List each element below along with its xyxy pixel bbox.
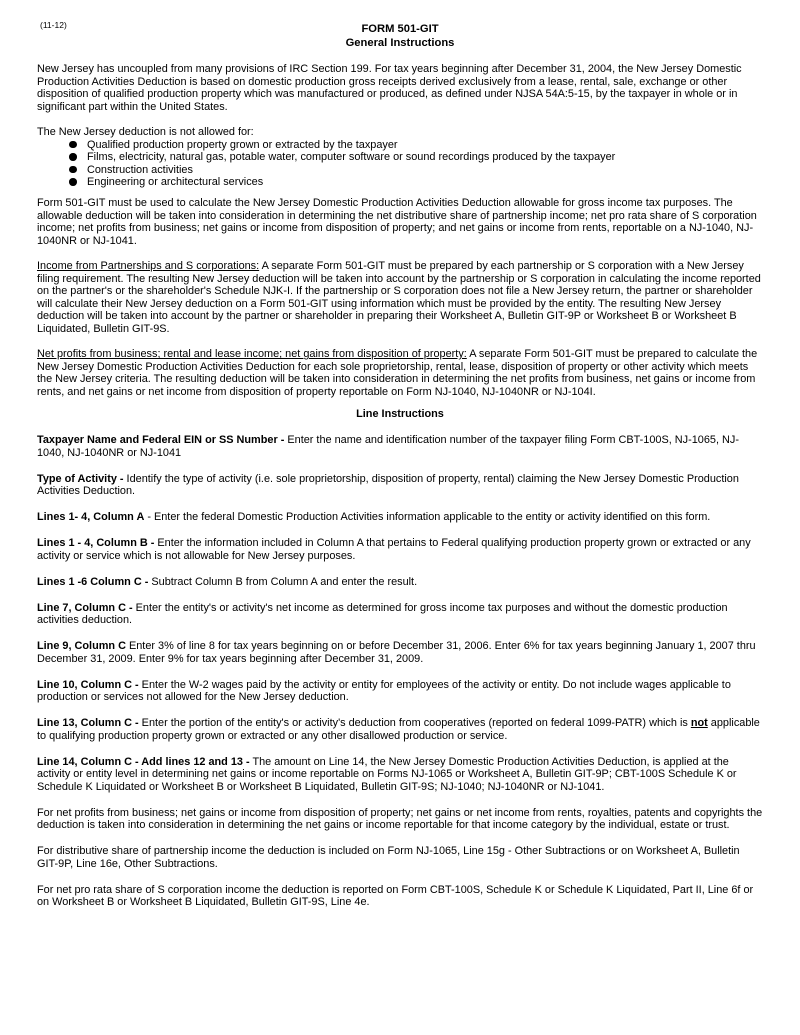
closing-paragraph: For net profits from business; net gains or income from disposition of property; net gains or net income from rents, royalties, patents and copyrights the deduction is taken into consideration in determining the net gains or income reportable for that income category by the individual, estate or trust. bbox=[37, 806, 763, 832]
line-instruction: Lines 1- 4, Column A - Enter the federal Domestic Production Activities information applicable to the entity or activity identified on this form. bbox=[37, 511, 711, 524]
list-item: Qualified production property grown or extracted by the taxpayer bbox=[69, 139, 763, 152]
line-13-instruction: Line 13, Column C - Enter the portion of the entity's or activity's deduction from cooperatives (reported on federal 1099-PATR) which is not applicable to qualifying production property grown or extracted or any other disallowed production or service. bbox=[37, 717, 760, 742]
closing-paragraph: For distributive share of partnership income the deduction is included on Form NJ-1065, Line 15g - Other Subtractions or on Worksheet A, Bulletin GIT-9P, Line 16e, Other Subtractions. bbox=[37, 845, 740, 870]
form-title: FORM 501-GIT bbox=[361, 23, 439, 35]
list-item: Engineering or architectural services bbox=[69, 176, 763, 189]
not-allowed-list bbox=[37, 139, 763, 189]
instructions-page bbox=[37, 20, 763, 909]
line-instruction: Line 7, Column C - Enter the entity's or activity's net income as determined for gross income tax purposes and without the domestic production activities deduction. bbox=[37, 601, 728, 627]
not-emphasis: not bbox=[690, 717, 708, 730]
bullet-icon bbox=[69, 178, 77, 186]
list-item: Construction activities bbox=[69, 164, 763, 177]
bullet-icon bbox=[69, 166, 77, 174]
partnerships-text: A separate Form 501-GIT must be prepared by each partnership or S corporation with a New Jersey filing requirement. The resulting New Jersey deduction will be taken into account by the partnership or S corporation in calculating the income reported on the partner's or the shareholder's Schedule NJK-I. If the partnership or S corporation does not file a New Jersey return, the partner or shareholder will calculate their New Jersey deduction on a Form 501-GIT using information which must be provided by the entity. The resulting New Jersey deduction will be taken into account by the partner or shareholder in preparing their Worksheet A, Bulletin GIT-9P or Worksheet B or Worksheet B Liquidated, Bulletin GIT-9S. bbox=[37, 259, 761, 335]
line-instructions-heading: Line Instructions bbox=[356, 408, 444, 421]
partnerships-heading: Income from Partnerships and S corporations: bbox=[37, 259, 260, 272]
line-14-instruction: Line 14, Column C - Add lines 12 and 13 - The amount on Line 14, the New Jersey Domestic Production Activities Deduction, is applied at the activity or entity level in determining net gains or income reportable on Forms NJ-1065 or Worksheet A, Bulletin GIT-9P; CBT-100S Schedule K or Schedule K Liquidated or Worksheet B or Worksheet B Liquidated, Bulletin GIT-9S; NJ-1040; NJ-1040NR or NJ-1041. bbox=[37, 755, 737, 793]
line-instruction: Taxpayer Name and Federal EIN or SS Number - Enter the name and identification number of the taxpayer filing Form CBT-100S, NJ-1065, NJ-1040, NJ-1040NR or NJ-1041 bbox=[37, 434, 739, 459]
form-subtitle: General Instructions bbox=[345, 37, 455, 49]
net-profits-text: A separate Form 501-GIT must be prepared to calculate the New Jersey Domestic Production Activities Deduction for each sole proprietorship, rental, lease, disposition of property or other activity which meets the New Jersey criteria. The resulting deduction will be taken into consideration in determining the net profits from business, net gains or income from rents, and net gains or net income from disposition of property reportable on Form NJ-1040, NJ-1040NR or NJ-104I. bbox=[37, 348, 758, 398]
net-profits-paragraph bbox=[37, 348, 763, 398]
line-instruction: Line 10, Column C - Enter the W-2 wages paid by the activity or entity for employees of the activity or entity. Do not include wages applicable to production or services not allowed for the New Jersey deduction. bbox=[37, 678, 731, 704]
revision-date: (11-12) bbox=[40, 20, 67, 30]
bullet-icon bbox=[69, 153, 77, 161]
net-profits-heading: Net profits from business; rental and lease income; net gains from disposition of property: bbox=[37, 348, 467, 361]
line-instruction: Type of Activity - Identify the type of activity (i.e. sole proprietorship, disposition of property, rental) claiming the New Jersey Domestic Production Activities Deduction. bbox=[37, 472, 739, 498]
line-instruction: Line 9, Column C Enter 3% of line 8 for tax years beginning on or before December 31, 2006. Enter 6% for tax years beginning January 1, 2007 thru December 31, 2009. Enter 9% for tax years beginning after December 31, 2009. bbox=[37, 640, 756, 665]
intro-paragraph: New Jersey has uncoupled from many provisions of IRC Section 199. For tax years beginning after December 31, 2004, the New Jersey Domestic Production Activities Deduction is based on domestic production gross receipts derived exclusively from a lease, rental, sale, exchange or other disposition of qualified production property which was manufactured or produced, as defined under NJSA 54A:5-15, by the taxpayer in whole or in significant part within the United States. bbox=[37, 63, 742, 113]
partnerships-paragraph bbox=[37, 260, 763, 336]
list-item: Films, electricity, natural gas, potable water, computer software or sound recordings produced by the taxpayer bbox=[69, 151, 763, 164]
not-allowed-lead: The New Jersey deduction is not allowed for: bbox=[37, 125, 254, 138]
closing-paragraph: For net pro rata share of S corporation income the deduction is reported on Form CBT-100S, Schedule K or Schedule K Liquidated, Part II, Line 6f or on Worksheet B or Worksheet B Liquidated, Bulletin GIT-9S, Line 4e. bbox=[37, 883, 754, 909]
line-instruction: Lines 1 -6 Column C - Subtract Column B from Column A and enter the result. bbox=[37, 575, 418, 588]
form-use-paragraph: Form 501-GIT must be used to calculate the New Jersey Domestic Production Activities Deduction allowable for gross income tax purposes. The allowable deduction will be taken into consideration in determining the net distributive share of partnership income; net pro rata share of S corporation income; net profits from business; net gains or income from disposition of property; and net gains or income from rents, reportable on a NJ-1040, NJ-1040NR or NJ-1041. bbox=[37, 196, 757, 247]
line-instruction: Lines 1 - 4, Column B - Enter the information included in Column A that pertains to Federal qualifying production property grown or extracted or any activity or service which is not allowable for New Jersey purposes. bbox=[37, 537, 751, 562]
bullet-icon bbox=[69, 141, 77, 149]
